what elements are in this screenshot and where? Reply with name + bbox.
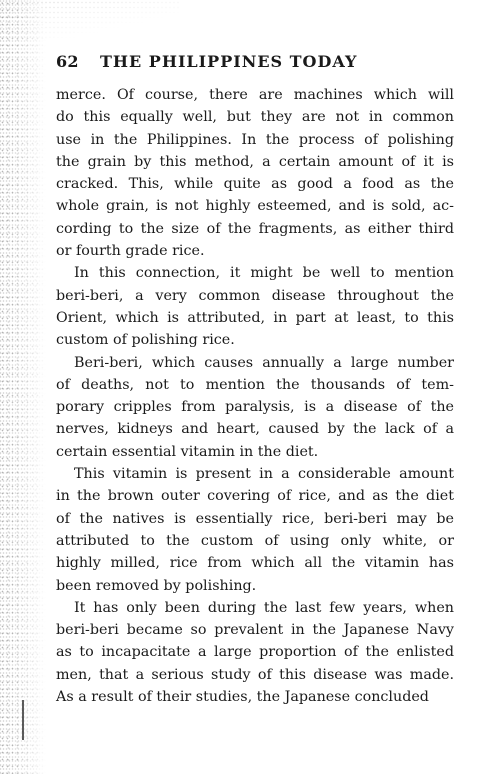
text-line: In this connection, it might be well to mention — [74, 265, 454, 282]
text-line: as to incapacitate a large proportion of the enlisted — [56, 644, 454, 661]
page-header — [56, 52, 456, 74]
paragraph — [56, 352, 454, 463]
text-line: men, that a serious study of this disease was made. — [56, 666, 454, 683]
paragraph — [56, 262, 454, 351]
text-line: attributed to the custom of using only white, or — [56, 532, 454, 549]
text-line: It has only been during the last few years, when — [74, 599, 454, 616]
scan-edge-mark — [22, 700, 24, 740]
text-line: nerves, kidneys and heart, caused by the lack of a — [56, 421, 454, 438]
text-line: or fourth grade rice. — [56, 243, 205, 260]
running-title: THE PHILIPPINES TODAY — [100, 52, 358, 71]
text-line: been removed by polishing. — [56, 577, 257, 594]
paragraph — [56, 84, 454, 262]
text-line: Beri-beri, which causes annually a large number — [74, 354, 454, 371]
text-line: merce. Of course, there are machines which will — [56, 87, 454, 103]
text-line: custom of polishing rice. — [56, 332, 235, 349]
text-line: certain essential vitamin in the diet. — [56, 443, 319, 460]
text-line: cracked. This, while quite as good a food as the — [56, 176, 454, 193]
text-line: beri-beri, a very common disease throughout the — [56, 287, 454, 304]
paragraph — [56, 597, 454, 708]
text-line: of the natives is essentially rice, beri-beri may be — [56, 510, 454, 527]
text-line: use in the Philippines. In the process of polishing — [56, 131, 454, 148]
scan-margin-speckle — [0, 0, 46, 774]
text-line: whole grain, is not highly esteemed, and is sold, ac- — [56, 198, 454, 215]
page-number: 62 — [56, 52, 79, 71]
text-line: beri-beri became so prevalent in the Japanese Navy — [56, 622, 454, 639]
text-line: highly milled, rice from which all the vitamin has — [56, 555, 454, 572]
text-line: the grain by this method, a certain amount of it is — [56, 153, 454, 170]
text-line: As a result of their studies, the Japanese concluded — [56, 689, 429, 706]
body-text — [56, 84, 454, 708]
scan-top-speckle — [0, 0, 180, 40]
text-line: Orient, which is attributed, in part at least, to this — [56, 309, 454, 326]
text-line: in the brown outer covering of rice, and as the diet — [56, 488, 454, 505]
text-line: porary cripples from paralysis, is a disease of the — [56, 399, 454, 416]
text-line: This vitamin is present in a considerable amount — [74, 466, 454, 483]
text-line: of deaths, not to mention the thousands of tem- — [56, 376, 454, 393]
text-line: cording to the size of the fragments, as either third — [56, 220, 454, 237]
paragraph — [56, 463, 454, 597]
text-line: do this equally well, but they are not in common — [56, 109, 454, 126]
